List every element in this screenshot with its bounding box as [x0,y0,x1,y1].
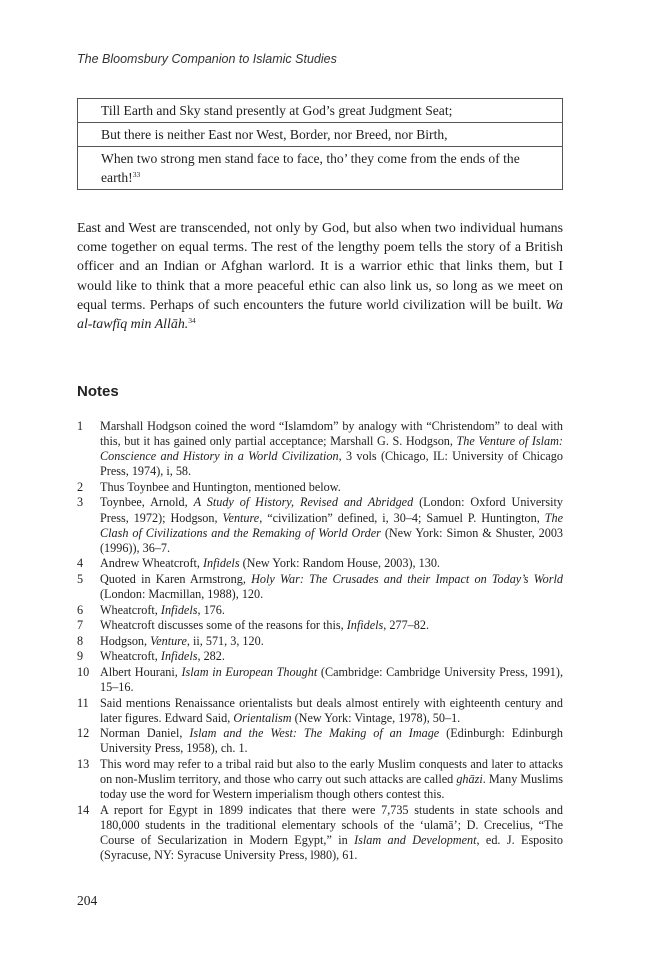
note-item [77,495,563,555]
note-number: 4 [77,556,84,571]
note-number: 9 [77,649,84,664]
note-italic-title: Orientalism [233,710,292,725]
note-text-segment: , 277–82. [383,618,429,633]
note-italic-title: Islam in European Thought [181,665,318,679]
note-text-segment: Thus Toynbee and Huntington, mentioned below. [100,479,341,494]
note-number: 12 [77,726,90,741]
note-number: 13 [77,757,90,772]
note-italic-title: Islam and Development [354,833,477,848]
note-text [100,603,563,618]
note-text-segment: Marshall Hodgson coined the word “Islamdom” by analogy with “Christendom” to deal with this, but it has gained only partial acceptance; Marshall G. S. Hodgson, [100,419,563,449]
note-text-segment: Toynbee, Arnold, [100,495,194,510]
note-text-segment: This word may refer to a tribal raid but also to the early Muslim conquests and later to attacks on non-Muslim territory, and those who carry out such attacks are called [100,757,563,787]
note-text-segment: (Edinburgh: Edinburgh University Press, 1958), ch. 1. [100,726,563,756]
note-italic-title: Islam and the West: The Making of an Image [189,726,440,741]
note-text-segment: , 282. [197,649,225,664]
note-number: 6 [77,602,84,617]
note-item [77,757,563,802]
note-text [100,634,563,649]
note-text [100,696,563,726]
body-paragraph [77,219,563,334]
paragraph-italic-phrase: Wa al-tawfīq min Allāh. [77,297,563,333]
note-text-segment: Wheatcroft, [100,649,161,664]
poem-line-text: When two strong men stand face to face, tho’ they come from the ends of the earth! [101,151,520,185]
note-italic-title: The Venture of Islam: Conscience and History in a World Civilization [100,434,563,464]
note-text-segment: (New York: Random House, 2003), 130. [239,556,440,571]
note-text [100,665,563,695]
poem-line: But there is neither East nor West, Border, nor Breed, nor Birth, [78,123,563,147]
note-number: 7 [77,618,84,633]
note-text-segment: Hodgson, [100,633,151,648]
note-number: 11 [77,695,89,710]
note-italic-title: A Study of History, Revised and Abridged [193,495,414,510]
note-number: 5 [77,571,84,586]
note-item [77,572,563,602]
note-text [100,419,563,479]
note-text-segment: (London: Oxford University Press, 1972); Hodgson, [100,495,563,525]
note-text-segment: (New York: Vintage, 1978), 50–1. [291,710,461,725]
note-italic-title: Infidels [203,556,240,571]
note-text [100,495,563,555]
note-text-segment: Andrew Wheatcroft, [100,556,203,571]
note-number: 8 [77,633,84,648]
note-item [77,696,563,726]
note-italic-title: Venture [150,633,187,648]
note-number: 14 [77,802,90,817]
note-text-segment: , “civilization” defined, i, 30–4; Samuel P. Huntington, [259,510,545,525]
note-text-segment: , 3 vols (Chicago, IL: University of Chicago Press, 1974), i, 58. [100,449,563,479]
note-text-segment: . Many Muslims today use the word for Western imperialism though others contest this. [100,772,564,802]
note-number: 2 [77,479,84,494]
note-item [77,726,563,756]
note-text-segment: Wheatcroft discusses some of the reasons for this, [100,618,347,633]
note-italic-title: Infidels [160,602,198,617]
note-text [100,556,563,571]
note-item [77,556,563,571]
note-italic-title: The Clash of Civilizations and the Remaking of World Order [100,510,563,540]
note-item [77,618,563,633]
note-italic-title: ghāzi [456,772,483,787]
note-text [100,480,563,495]
note-italic-title: Infidels [160,649,198,664]
note-text [100,649,563,664]
note-text-segment: A report for Egypt in 1899 indicates that there were 7,735 students in state schools and 180,000 students in the traditional elementary schools of the ‘ulamā’; D. Crecelius, “The Course of Secularization in Modern Egypt,” in [100,802,563,848]
note-text [100,757,563,802]
note-text [100,618,563,633]
note-item [77,603,563,618]
note-item [77,480,563,495]
note-text-segment: Norman Daniel, [100,726,190,741]
footnote-ref[interactable]: 33 [132,170,141,179]
note-item [77,665,563,695]
note-text-segment: Wheatcroft, [100,602,161,617]
note-italic-title: Infidels [346,618,384,633]
note-item [77,649,563,664]
note-text-segment: Said mentions Renaissance orientalists but deals almost entirely with eighteenth century and later figures. Edward Said, [100,695,563,725]
poem-line-last [78,147,563,190]
note-item [77,634,563,649]
note-text-segment: (London: Macmillan, 1988), 120. [100,587,264,602]
page-number: 204 [77,893,98,908]
notes-heading: Notes [77,383,119,400]
note-text-segment: Albert Hourani, [100,665,182,679]
note-italic-title: Venture [222,510,260,525]
note-text-segment: (Cambridge: Cambridge University Press, 1991), 15–16. [100,665,564,695]
footnote-ref[interactable]: 34 [188,316,196,326]
note-text-segment: , ed. J. Esposito (Syracuse, NY: Syracuse University Press, l980), 61. [100,833,563,863]
note-text-segment: , 176. [197,602,225,617]
notes-list [77,419,563,864]
note-text-segment: , ii, 571, 3, 120. [186,633,264,648]
note-italic-title: Holy War: The Crusades and their Impact on Today’s World [251,571,563,586]
note-number: 1 [77,419,84,433]
paragraph-text: East and West are transcended, not only by God, but also when two individual humans come together on equal terms. The rest of the lengthy poem tells the story of a British officer and an Indian or Afghan warlord. It is a warrior ethic that links them, but I would like to think that a more peaceful ethic can also link us, so long as we meet on equal terms. Perhaps of such encounters the future world civilization will be built. [77,221,563,313]
note-text [100,726,563,756]
note-text [100,803,563,863]
note-text-segment: Quoted in Karen Armstrong, [100,571,252,586]
note-text-segment: (New York: Simon & Shuster, 2003 (1996)), 36–7. [100,525,564,555]
note-text [100,572,563,602]
note-number: 10 [77,665,90,679]
note-number: 3 [77,495,84,510]
poem-line: Till Earth and Sky stand presently at God’s great Judgment Seat; [78,99,563,123]
running-head: The Bloomsbury Companion to Islamic Studies [77,52,337,66]
note-item [77,803,563,863]
poem-quote-box [77,98,563,190]
note-item [77,419,563,479]
